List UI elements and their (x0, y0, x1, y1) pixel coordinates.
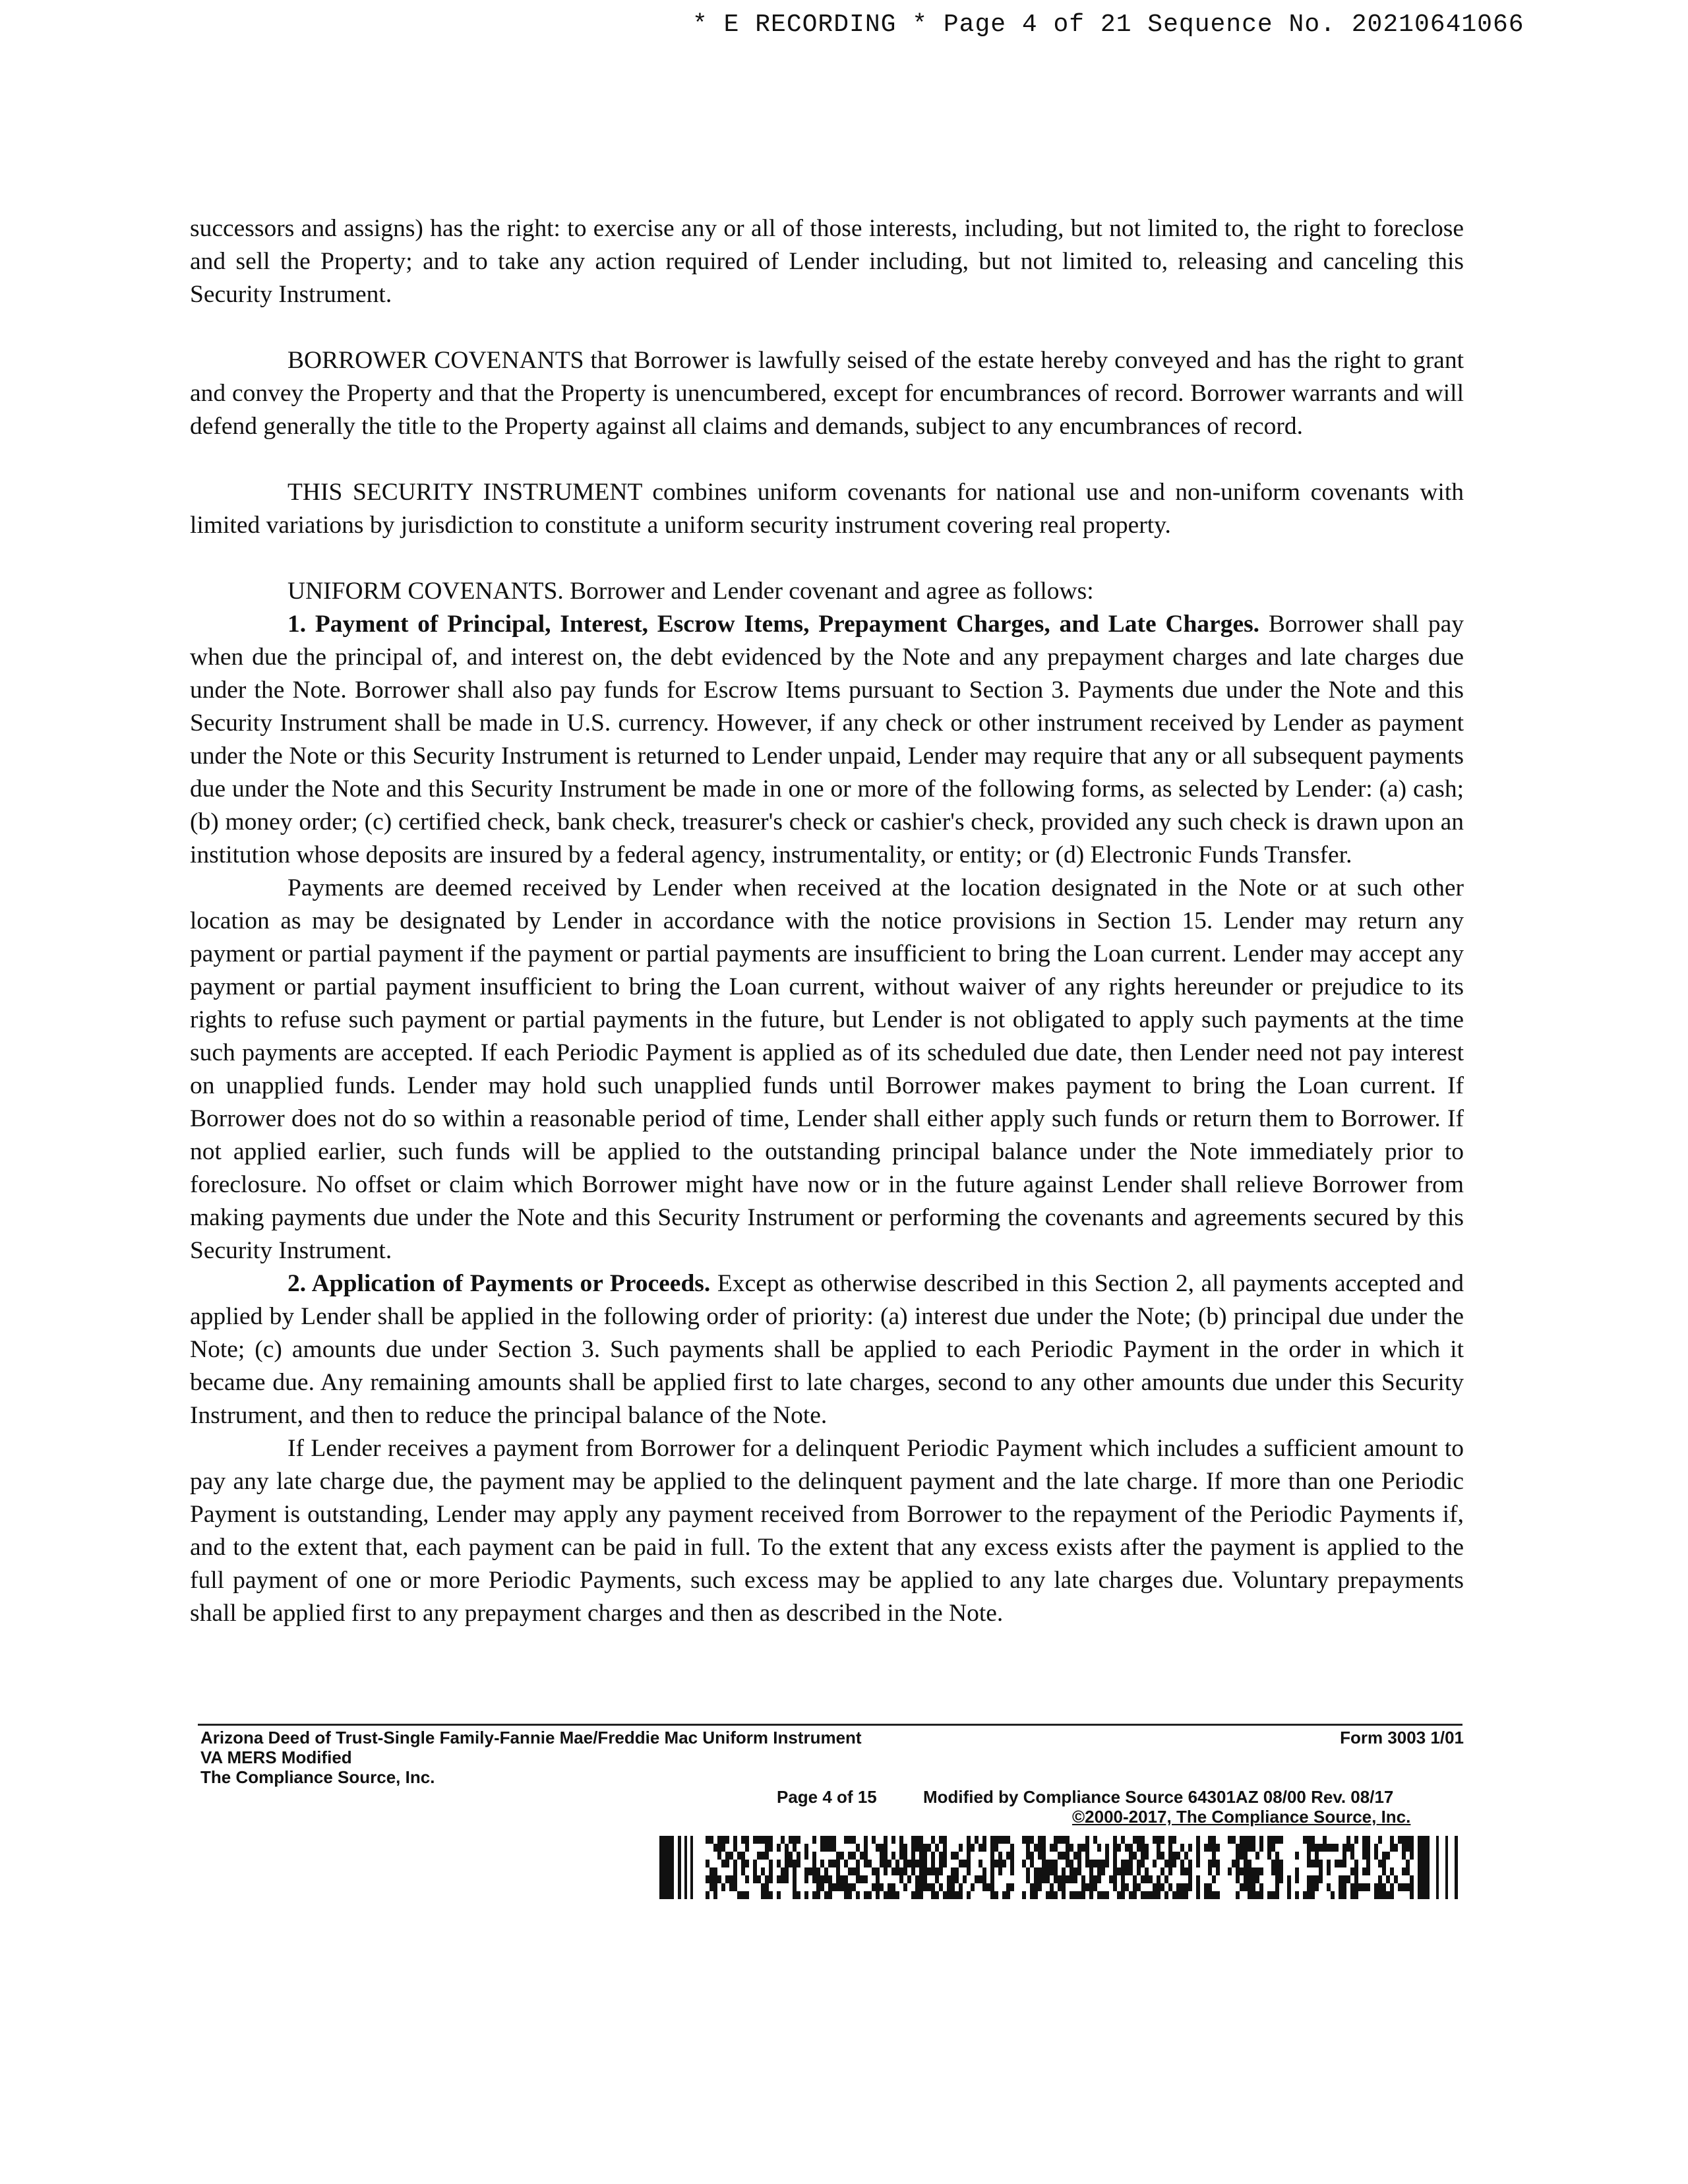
uniform-covenants-paragraph: UNIFORM COVENANTS. Borrower and Lender covenant and agree as follows: (287, 578, 1094, 605)
footer-page-number: Page 4 of 15 (777, 1787, 877, 1807)
borrower-covenants-paragraph: BORROWER COVENANTS that Borrower is lawfully seised of the estate hereby conveyed and has the right to grant and convey the Property and that the Property is unencumbered, except for encumbrances of record. Borrower warrants and will defend generally the title to the Property against all claims and demands, subject to any encumbrances of record. (190, 347, 1464, 440)
section-1-paragraph-2: Payments are deemed received by Lender when received at the location designated in the Note or at such other location as may be designated by Lender in accordance with the notice provisions in Section 15. Lender may return any payment or partial payment if the payment or partial payments are insufficient to bring the Loan current. Lender may accept any payment or partial payment insufficient to bring the Loan current, without waiver of any rights hereunder or prejudice to its rights to refuse such payment or partial payments in the future, but Lender is not obligated to apply such payments at the time such payments are accepted. If each Periodic Payment is applied as of its scheduled due date, then Lender need not pay interest on unapplied funds. Lender may hold such unapplied funds until Borrower makes payment to bring the Loan current. If Borrower does not do so within a reasonable period of time, Lender shall either apply such funds or return them to Borrower. If not applied earlier, such funds will be applied to the outstanding principal balance under the Note immediately prior to foreclosure. No offset or claim which Borrower might have now or in the future against Lender shall relieve Borrower from making payments due under the Note and this Security Instrument or performing the covenants and agreements secured by this Security Instrument. (190, 874, 1464, 1264)
section-1-paragraph (190, 608, 1464, 872)
footer-left-block (200, 1728, 862, 1787)
section-2-heading: 2. Application of Payments or Proceeds. (287, 1270, 711, 1297)
security-instrument-paragraph: THIS SECURITY INSTRUMENT combines uniform covenants for national use and non-uniform covenants with limited variations by jurisdiction to constitute a uniform security instrument covering real property. (190, 479, 1464, 539)
document-body (190, 212, 1464, 1630)
barcode (659, 1836, 1466, 1899)
section-1-text: Borrower shall pay when due the principal of, and interest on, the debt evidenced by the Note and any prepayment charges and late charges due under the Note. Borrower shall also pay funds for Escrow Items pursuant to Section 3. Payments due under the Note and this Security Instrument shall be made in U.S. currency. However, if any check or other instrument received by Lender as payment under the Note or this Security Instrument is returned to Lender unpaid, Lender may require that any or all subsequent payments due under the Note and this Security Instrument be made in one or more of the following forms, as selected by Lender: (a) cash; (b) money order; (c) certified check, bank check, treasurer's check or cashier's check, provided any such check is drawn upon an institution whose deposits are insured by a federal agency, instrumentality, or entity; or (d) Electronic Funds Transfer. (190, 611, 1464, 868)
footer-copyright: ©2000-2017, The Compliance Source, Inc. (1072, 1807, 1411, 1827)
footer-divider (198, 1724, 1462, 1726)
continuation-paragraph: successors and assigns) has the right: to exercise any or all of those interests, including, but not limited to, the right to foreclose and sell the Property; and to take any action required of Lender including, but not limited to, releasing and canceling this Security Instrument. (190, 215, 1464, 308)
section-2-text: Except as otherwise described in this Section 2, all payments accepted and applied by Lender shall be applied in the following order of priority: (a) interest due under the Note; (b) principal due under the Note; (c) amounts due under Section 3. Such payments shall be applied to each Periodic Payment in the order in which it became due. Any remaining amounts shall be applied first to late charges, second to any other amounts due under this Security Instrument, and then to reduce the principal balance of the Note. (190, 1270, 1464, 1429)
footer-subtitle: VA MERS Modified (200, 1747, 352, 1767)
section-1-heading: 1. Payment of Principal, Interest, Escrow Items, Prepayment Charges, and Late Charges. (287, 611, 1260, 638)
recording-stamp: * E RECORDING * Page 4 of 21 Sequence No. 20210641066 (692, 11, 1524, 39)
footer-form-number: Form 3003 1/01 (1340, 1728, 1464, 1747)
section-2-paragraph (190, 1267, 1464, 1432)
footer-modified-note: Modified by Compliance Source 64301AZ 08/00 Rev. 08/17 (923, 1787, 1394, 1807)
section-2-paragraph-2: If Lender receives a payment from Borrower for a delinquent Periodic Payment which includes a sufficient amount to pay any late charge due, the payment may be applied to the delinquent payment and the late charge. If more than one Periodic Payment is outstanding, Lender may apply any payment received from Borrower to the repayment of the Periodic Payments if, and to the extent that, each payment can be paid in full. To the extent that any excess exists after the payment is applied to the full payment of one or more Periodic Payments, such excess may be applied to any late charges due. Voluntary prepayments shall be applied first to any prepayment charges and then as described in the Note. (190, 1435, 1464, 1627)
footer-title: Arizona Deed of Trust-Single Family-Fannie Mae/Freddie Mac Uniform Instrument (200, 1728, 862, 1747)
footer-publisher: The Compliance Source, Inc. (200, 1767, 435, 1787)
